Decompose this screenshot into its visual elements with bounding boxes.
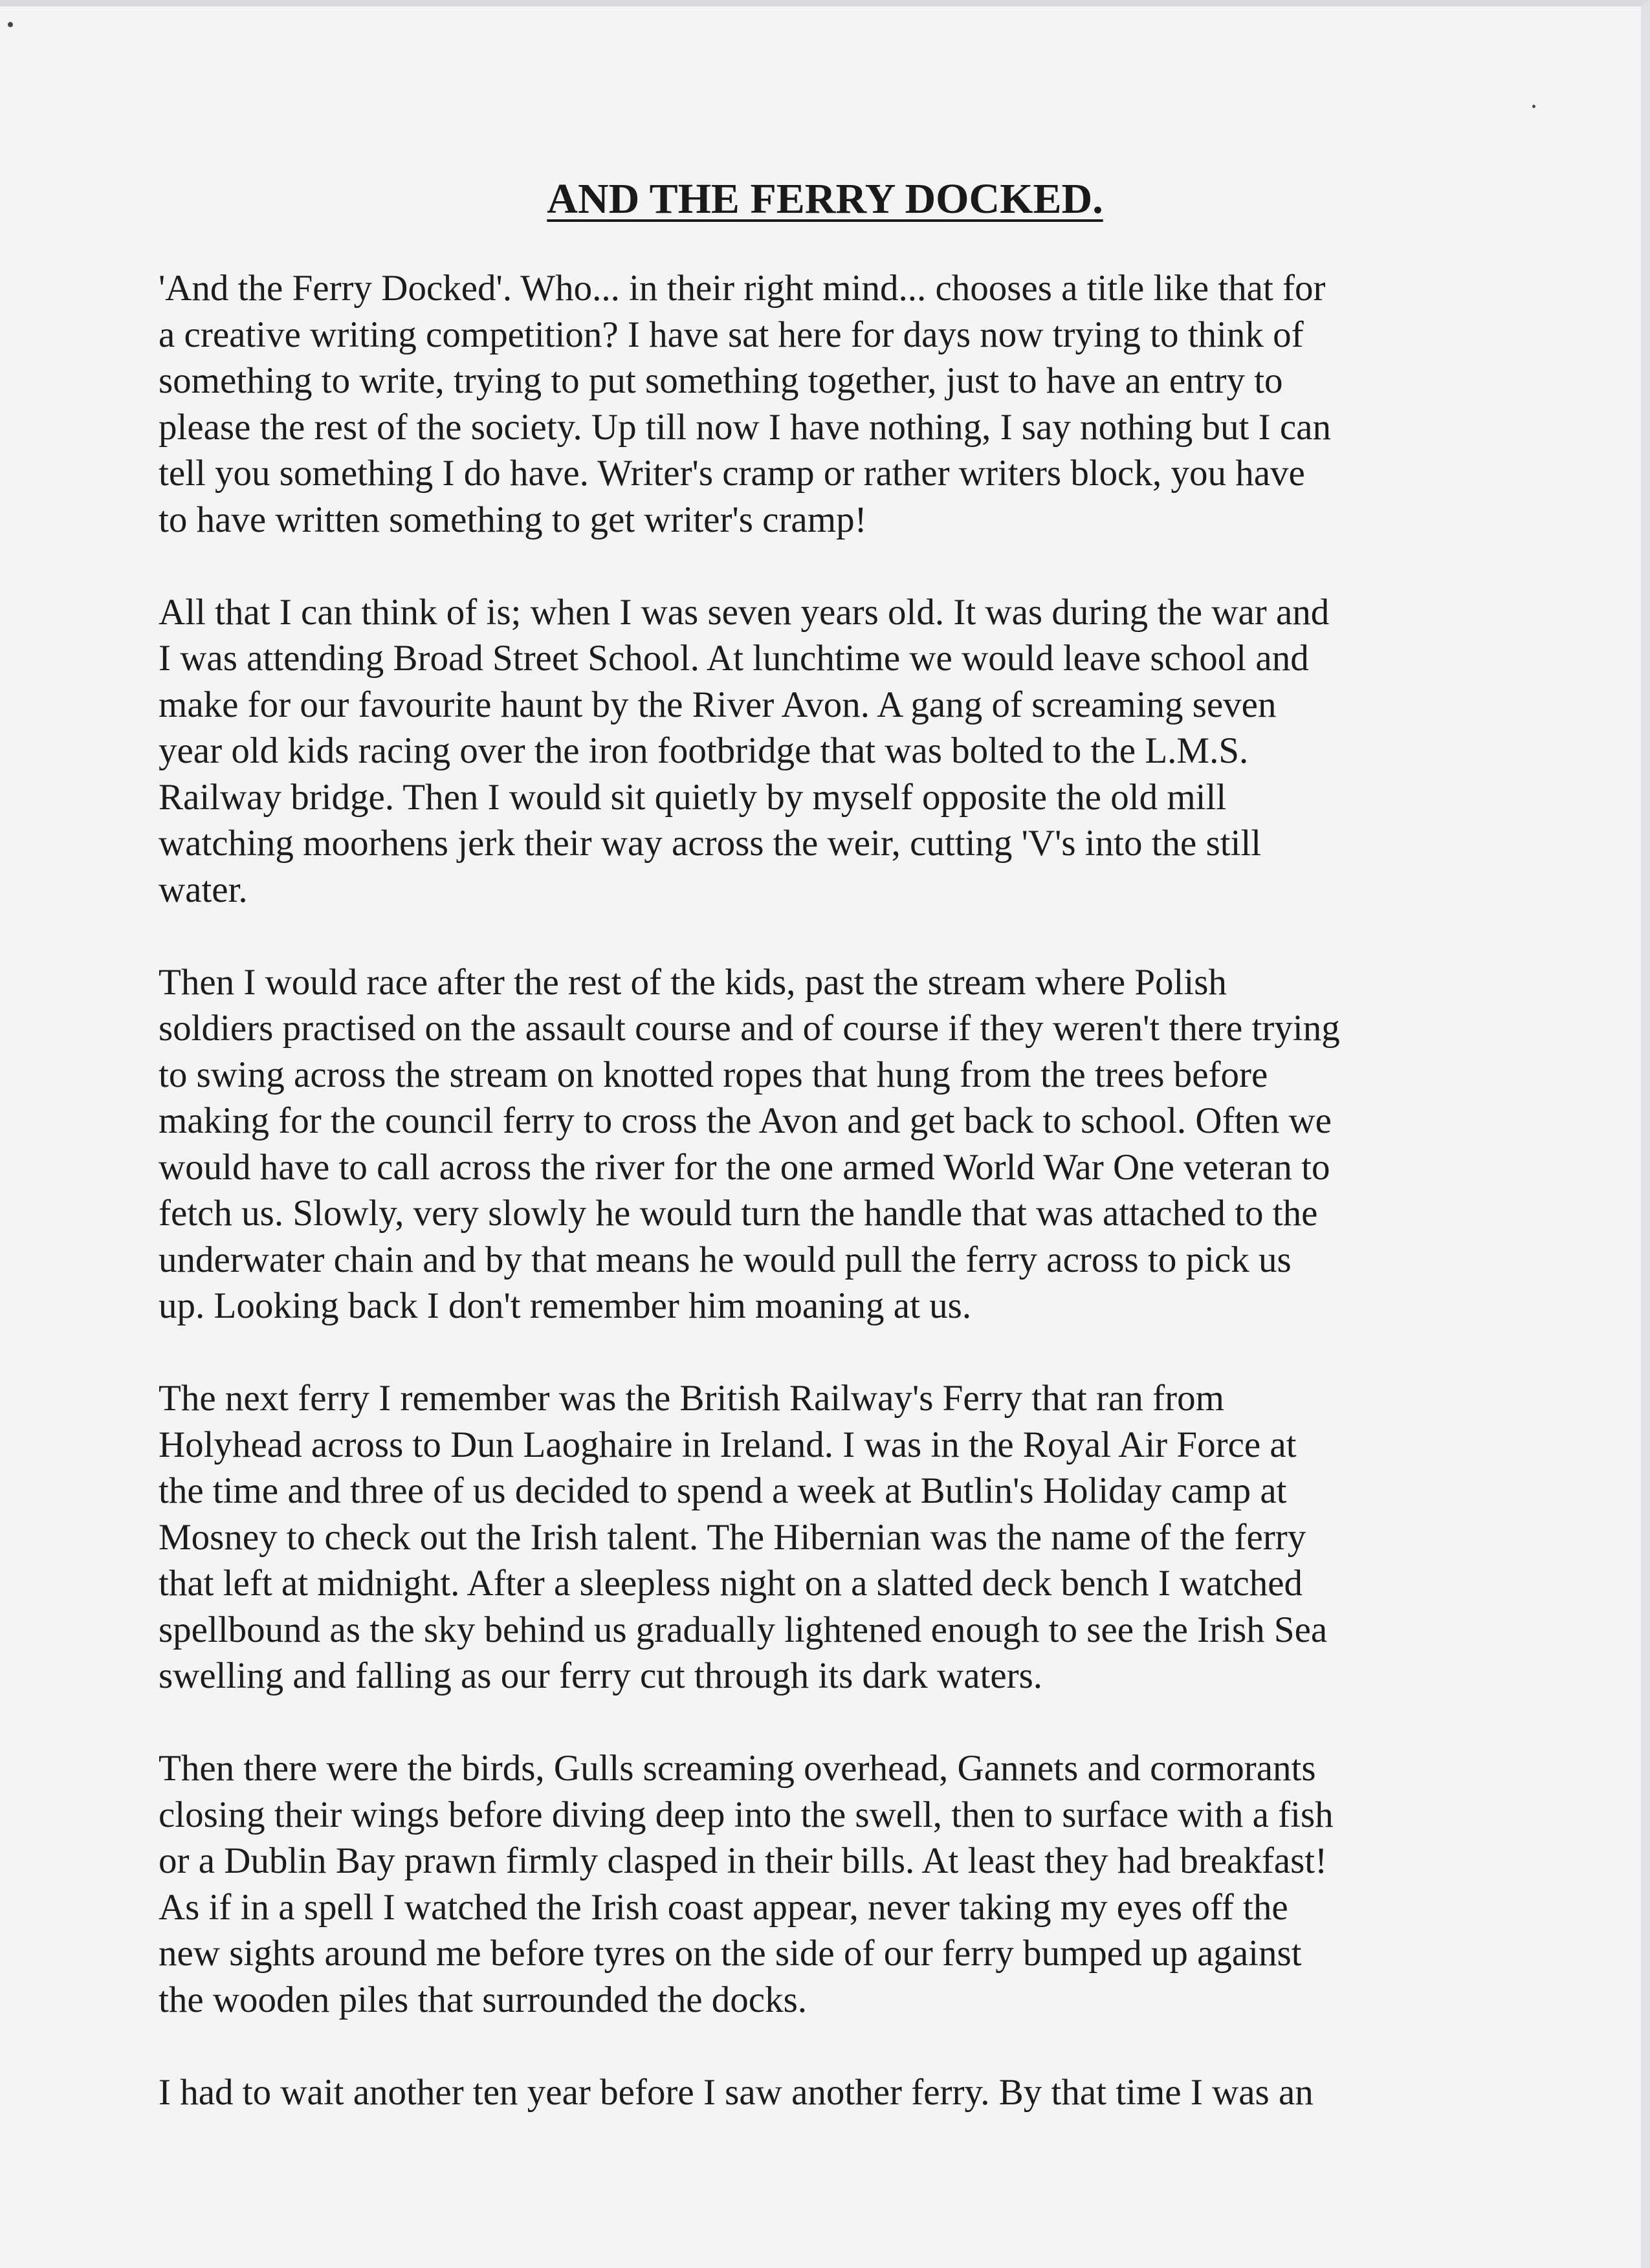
text-line: watching moorhens jerk their way across the weir, cutting 'V's into the still xyxy=(159,823,1262,864)
text-line: swelling and falling as our ferry cut through its dark waters. xyxy=(159,1655,1043,1696)
scan-speck xyxy=(1532,105,1535,108)
text-line: something to write, trying to put something together, just to have an entry to xyxy=(159,360,1283,401)
text-line: make for our favourite haunt by the River Avon. A gang of screaming seven xyxy=(159,684,1277,725)
text-line: to swing across the stream on knotted ropes that hung from the trees before xyxy=(159,1054,1268,1095)
text-line: water. xyxy=(159,869,248,910)
text-line: All that I can think of is; when I was seven years old. It was during the war and xyxy=(159,591,1330,633)
text-line: the time and three of us decided to spend a week at Butlin's Holiday camp at xyxy=(159,1470,1287,1511)
document-body xyxy=(159,265,1479,2162)
text-line: would have to call across the river for the one armed World War One veteran to xyxy=(159,1146,1330,1188)
paragraph xyxy=(159,959,1479,1329)
text-line: year old kids racing over the iron footbridge that was bolted to the L.M.S. xyxy=(159,730,1249,771)
paragraph xyxy=(159,589,1479,913)
scan-speck xyxy=(8,22,13,27)
text-line: Mosney to check out the Irish talent. The Hibernian was the name of the ferry xyxy=(159,1516,1306,1558)
text-line: a creative writing competition? I have sat here for days now trying to think of xyxy=(159,314,1304,355)
paragraph xyxy=(159,1375,1479,1699)
text-line: Holyhead across to Dun Laoghaire in Ireland. I was in the Royal Air Force at xyxy=(159,1424,1297,1465)
text-line: closing their wings before diving deep into the swell, then to surface with a fish xyxy=(159,1794,1334,1835)
text-line: Railway bridge. Then I would sit quietly by myself opposite the old mill xyxy=(159,776,1227,818)
text-line: that left at midnight. After a sleepless night on a slatted deck bench I watched xyxy=(159,1563,1303,1604)
text-line: The next ferry I remember was the British Railway's Ferry that ran from xyxy=(159,1378,1224,1419)
text-line: Then I would race after the rest of the kids, past the stream where Polish xyxy=(159,961,1227,1003)
text-line: spellbound as the sky behind us gradually lightened enough to see the Irish Sea xyxy=(159,1609,1328,1650)
text-line: I was attending Broad Street School. At lunchtime we would leave school and xyxy=(159,638,1309,679)
text-line: or a Dublin Bay prawn firmly clasped in their bills. At least they had breakfast! xyxy=(159,1840,1328,1881)
text-line: soldiers practised on the assault course and of course if they weren't there trying xyxy=(159,1008,1340,1049)
text-line: new sights around me before tyres on the side of our ferry bumped up against xyxy=(159,1933,1302,1974)
document-title: AND THE FERRY DOCKED. xyxy=(547,175,1103,223)
text-line: the wooden piles that surrounded the docks. xyxy=(159,1979,808,2020)
paragraph xyxy=(159,2069,1479,2116)
text-line: I had to wait another ten year before I saw another ferry. By that time I was an xyxy=(159,2071,1314,2113)
text-line: underwater chain and by that means he would pull the ferry across to pick us xyxy=(159,1239,1292,1280)
text-line: making for the council ferry to cross the Avon and get back to school. Often we xyxy=(159,1100,1332,1141)
text-line: to have written something to get writer's cramp! xyxy=(159,499,867,540)
text-line: As if in a spell I watched the Irish coast appear, never taking my eyes off the xyxy=(159,1886,1288,1928)
text-line: please the rest of the society. Up till now I have nothing, I say nothing but I can xyxy=(159,406,1331,448)
paragraph xyxy=(159,1745,1479,2023)
paragraph xyxy=(159,265,1479,543)
text-line: up. Looking back I don't remember him moaning at us. xyxy=(159,1285,972,1326)
text-line: fetch us. Slowly, very slowly he would turn the handle that was attached to the xyxy=(159,1193,1318,1234)
text-line: Then there were the birds, Gulls screaming overhead, Gannets and cormorants xyxy=(159,1748,1316,1789)
text-line: 'And the Ferry Docked'. Who... in their right mind... chooses a title like that for xyxy=(159,268,1326,309)
text-line: tell you something I do have. Writer's cramp or rather writers block, you have xyxy=(159,453,1305,494)
